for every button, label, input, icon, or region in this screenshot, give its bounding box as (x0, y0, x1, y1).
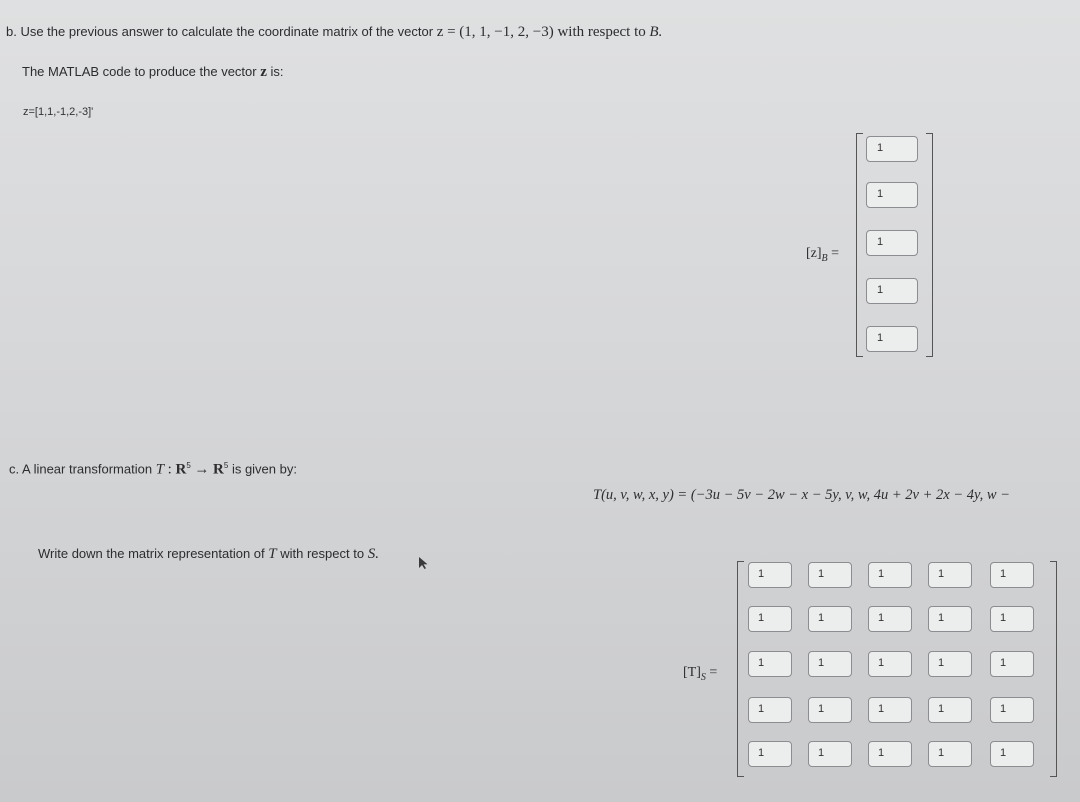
ts-cell-r3c4[interactable]: 1 (928, 651, 972, 677)
ts-cell-r1c1[interactable]: 1 (748, 562, 792, 588)
ts-cell-r5c5[interactable]: 1 (990, 741, 1034, 767)
ts-cell-r3c3[interactable]: 1 (868, 651, 912, 677)
ts-label: $[T]_S$ = (683, 665, 718, 683)
ts-cell-r2c5[interactable]: 1 (990, 606, 1034, 632)
ts-cell-r5c1[interactable]: 1 (748, 741, 792, 767)
zb-entry-3[interactable]: 1 (866, 230, 918, 256)
ts-cell-r1c2[interactable]: 1 (808, 562, 852, 588)
ts-cell-r5c2[interactable]: 1 (808, 741, 852, 767)
zb-entry-2[interactable]: 1 (866, 182, 918, 208)
part-c-instruction: Write down the matrix representation of T with respect to S. (38, 546, 379, 562)
ts-cell-r5c4[interactable]: 1 (928, 741, 972, 767)
ts-cell-r1c3[interactable]: 1 (868, 562, 912, 588)
ts-cell-r4c4[interactable]: 1 (928, 697, 972, 723)
ts-cell-r3c1[interactable]: 1 (748, 651, 792, 677)
zb-entry-1[interactable]: 1 (866, 136, 918, 162)
ts-cell-r1c5[interactable]: 1 (990, 562, 1034, 588)
ts-cell-r3c5[interactable]: 1 (990, 651, 1034, 677)
ts-cell-r3c2[interactable]: 1 (808, 651, 852, 677)
basis-label: B. (649, 24, 663, 40)
ts-cell-r4c2[interactable]: 1 (808, 697, 852, 723)
ts-cell-r2c3[interactable]: 1 (868, 606, 912, 632)
ts-cell-r4c5[interactable]: 1 (990, 697, 1034, 723)
zb-bracket-left (856, 133, 863, 357)
zb-label: $[z]_B$ = (806, 246, 840, 264)
matlab-code: z=[1,1,-1,2,-3]' (23, 106, 94, 118)
ts-cell-r4c3[interactable]: 1 (868, 697, 912, 723)
ts-bracket-left (737, 561, 744, 777)
mouse-pointer-icon (417, 556, 429, 570)
ts-cell-r4c1[interactable]: 1 (748, 697, 792, 723)
matlab-intro: The MATLAB code to produce the vector z is: (22, 64, 284, 80)
ts-cell-r5c3[interactable]: 1 (868, 741, 912, 767)
zb-entry-4[interactable]: 1 (866, 278, 918, 304)
vector-z-expression: z = (1, 1, −1, 2, −3) with respect to (436, 24, 646, 40)
part-c-prompt: c. A linear transformation T : $R^5 \to R^5$ is given by: (9, 461, 297, 478)
part-b-prompt: b. Use the previous answer to calculate the coordinate matrix of the vector z = (1, 1, −1, 2, −3) with respect to B. (6, 24, 663, 40)
zb-entry-5[interactable]: 1 (866, 326, 918, 352)
ts-cell-r2c4[interactable]: 1 (928, 606, 972, 632)
ts-cell-r2c2[interactable]: 1 (808, 606, 852, 632)
ts-bracket-right (1050, 561, 1057, 777)
ts-cell-r2c1[interactable]: 1 (748, 606, 792, 632)
transformation-formula: T(u, v, w, x, y) = (−3u − 5v − 2w − x − 5y, v, w, 4u + 2v + 2x − 4y, w − (593, 487, 1010, 503)
ts-cell-r1c4[interactable]: 1 (928, 562, 972, 588)
zb-bracket-right (926, 133, 933, 357)
